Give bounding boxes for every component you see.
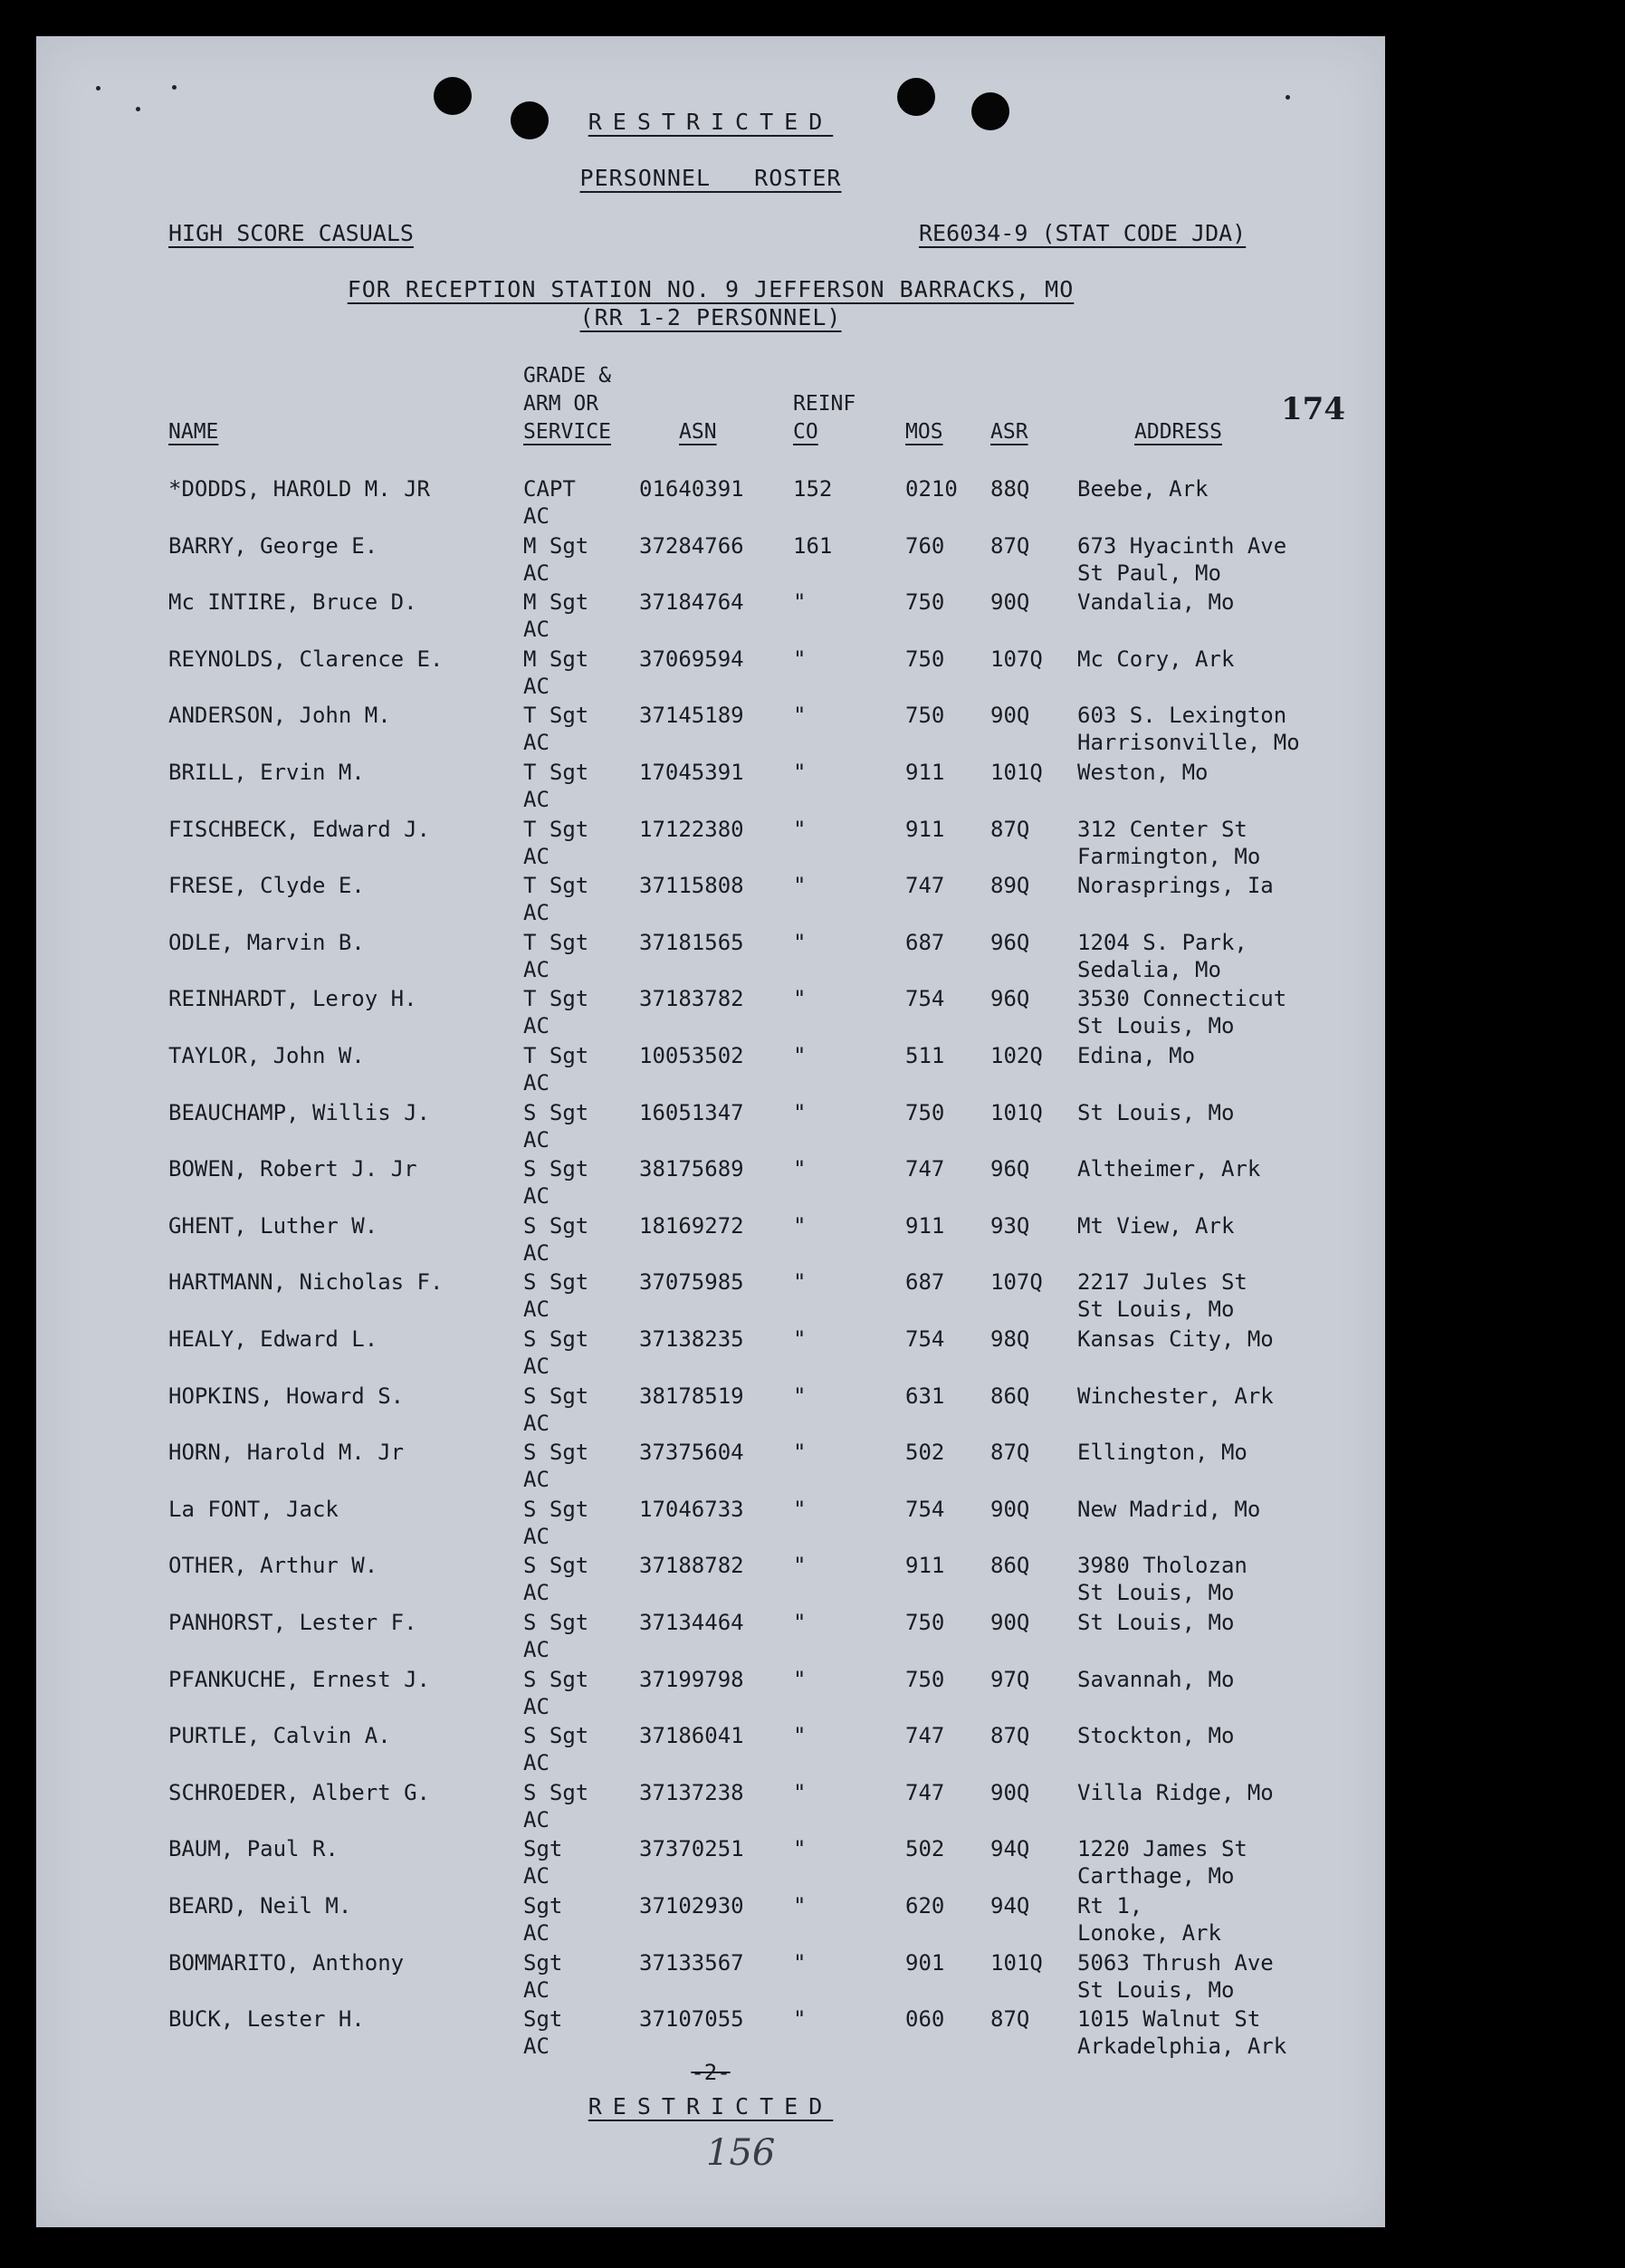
row-name: ANDERSON, John M. <box>168 703 391 729</box>
row-address-line1: Edina, Mo <box>1077 1043 1196 1068</box>
handwritten-number: 156 <box>706 2132 776 2174</box>
row-grade: T Sgt <box>523 986 589 1012</box>
row-grade: Sgt <box>523 1836 563 1862</box>
row-mos: 901 <box>905 1949 945 1976</box>
table-row <box>36 589 1385 646</box>
row-grade: Sgt <box>523 1893 563 1919</box>
table-row <box>36 1893 1385 1949</box>
row-mos: 754 <box>905 1496 945 1522</box>
row-mos: 747 <box>905 1779 945 1805</box>
row-reinf-co: " <box>793 1836 807 1862</box>
row-mos: 687 <box>905 1269 945 1296</box>
row-grade: S Sgt <box>523 1383 589 1409</box>
row-arm: AC <box>523 2034 550 2060</box>
row-address-line1: Rt 1, <box>1077 1893 1143 1919</box>
row-asr: 90Q <box>990 1779 1030 1805</box>
row-asr: 94Q <box>990 1836 1030 1862</box>
table-row <box>36 1213 1385 1269</box>
row-asr: 87Q <box>990 816 1030 842</box>
table-row <box>36 1269 1385 1325</box>
row-grade: S Sgt <box>523 1269 589 1296</box>
row-grade: CAPT <box>523 476 576 502</box>
row-arm: AC <box>523 1863 550 1890</box>
row-grade: T Sgt <box>523 816 589 842</box>
table-row <box>36 1836 1385 1892</box>
row-arm: AC <box>523 900 550 926</box>
row-mos: 750 <box>905 589 945 616</box>
row-asr: 87Q <box>990 1723 1030 1749</box>
row-grade: S Sgt <box>523 1610 589 1635</box>
row-arm: AC <box>523 1750 550 1776</box>
row-reinf-co: " <box>793 1099 807 1125</box>
row-name: BOWEN, Robert J. Jr <box>168 1156 417 1182</box>
table-row <box>36 1553 1385 1609</box>
row-address-line2: Arkadelphia, Ark <box>1077 2034 1287 2060</box>
row-address-line2: Harrisonville, Mo <box>1077 730 1300 756</box>
row-grade: S Sgt <box>523 1666 589 1692</box>
table-row <box>36 1723 1385 1779</box>
row-mos: 750 <box>905 1666 945 1692</box>
row-reinf-co: " <box>793 986 807 1012</box>
row-reinf-co: " <box>793 1440 807 1466</box>
row-reinf-co: " <box>793 1893 807 1919</box>
row-grade: T Sgt <box>523 760 589 785</box>
row-mos: 911 <box>905 816 945 842</box>
row-asr: 94Q <box>990 1893 1030 1919</box>
row-arm: AC <box>523 1976 550 2003</box>
row-asr: 96Q <box>990 986 1030 1012</box>
row-arm: AC <box>523 1070 550 1096</box>
row-asn: 37138235 <box>639 1326 744 1352</box>
row-name: BEAUCHAMP, Willis J. <box>168 1099 430 1125</box>
row-name: BEARD, Neil M. <box>168 1893 352 1919</box>
row-asr: 107Q <box>990 1269 1043 1296</box>
row-asn: 37069594 <box>639 646 744 672</box>
row-asr: 87Q <box>990 2006 1030 2033</box>
row-address-line1: 603 S. Lexington <box>1077 703 1287 729</box>
row-mos: 911 <box>905 1553 945 1579</box>
row-reinf-co: " <box>793 1212 807 1239</box>
row-arm: AC <box>523 956 550 982</box>
row-name: REYNOLDS, Clarence E. <box>168 646 444 672</box>
row-name: BUCK, Lester H. <box>168 2006 365 2033</box>
col-header-co-1: REINF <box>793 392 856 416</box>
roster-title: PERSONNEL ROSTER <box>579 165 842 191</box>
row-arm: AC <box>523 1126 550 1153</box>
row-name: HEALY, Edward L. <box>168 1326 378 1352</box>
row-name: HORN, Harold M. Jr <box>168 1440 405 1466</box>
row-address-line1: Stockton, Mo <box>1077 1723 1235 1749</box>
row-arm: AC <box>523 503 550 529</box>
table-row <box>36 1326 1385 1383</box>
row-asr: 98Q <box>990 1326 1030 1352</box>
row-asr: 101Q <box>990 1949 1043 1976</box>
row-asn: 37115808 <box>639 873 744 899</box>
row-address-line1: Kansas City, Mo <box>1077 1326 1274 1352</box>
table-row <box>36 646 1385 703</box>
table-row <box>36 760 1385 816</box>
row-arm: AC <box>523 1920 550 1946</box>
row-grade: S Sgt <box>523 1099 589 1125</box>
table-row <box>36 703 1385 759</box>
row-asn: 37102930 <box>639 1893 744 1919</box>
row-mos: 511 <box>905 1043 945 1068</box>
table-row <box>36 533 1385 589</box>
row-mos: 631 <box>905 1383 945 1409</box>
page-number: 174 <box>1281 391 1345 427</box>
row-grade: S Sgt <box>523 1326 589 1352</box>
row-grade: T Sgt <box>523 1043 589 1068</box>
row-grade: M Sgt <box>523 646 589 672</box>
row-grade: S Sgt <box>523 1156 589 1182</box>
col-header-asr: ASR <box>990 420 1028 444</box>
row-asr: 96Q <box>990 929 1030 955</box>
row-arm: AC <box>523 730 550 756</box>
col-header-grade-3: SERVICE <box>523 420 611 444</box>
table-row <box>36 930 1385 986</box>
row-name: *DODDS, HAROLD M. JR <box>168 476 430 502</box>
table-row <box>36 1667 1385 1723</box>
row-asr: 97Q <box>990 1666 1030 1692</box>
row-mos: 747 <box>905 1723 945 1749</box>
row-reinf-co: " <box>793 703 807 729</box>
row-address-line2: Sedalia, Mo <box>1077 956 1221 982</box>
row-name: BAUM, Paul R. <box>168 1836 339 1862</box>
table-row <box>36 986 1385 1042</box>
row-reinf-co: " <box>793 760 807 785</box>
row-address-line1: Beebe, Ark <box>1077 476 1209 502</box>
table-row <box>36 2006 1385 2062</box>
row-asr: 107Q <box>990 646 1043 672</box>
row-name: PFANKUCHE, Ernest J. <box>168 1666 430 1692</box>
table-row <box>36 1780 1385 1836</box>
table-row <box>36 873 1385 929</box>
row-address-line1: 3530 Connecticut <box>1077 986 1287 1012</box>
row-name: FRESE, Clyde E. <box>168 873 365 899</box>
row-asn: 16051347 <box>639 1099 744 1125</box>
row-asn: 37188782 <box>639 1553 744 1579</box>
row-mos: 754 <box>905 986 945 1012</box>
speck <box>1286 95 1290 100</box>
row-grade: T Sgt <box>523 873 589 899</box>
row-mos: 620 <box>905 1893 945 1919</box>
document-page <box>36 36 1385 2227</box>
row-arm: AC <box>523 1523 550 1549</box>
row-asn: 01640391 <box>639 476 744 502</box>
row-arm: AC <box>523 560 550 586</box>
row-name: FISCHBECK, Edward J. <box>168 816 430 842</box>
row-address-line1: Norasprings, Ia <box>1077 873 1274 899</box>
table-row <box>36 1156 1385 1212</box>
col-header-co-2: CO <box>793 420 818 444</box>
row-name: SCHROEDER, Albert G. <box>168 1779 430 1805</box>
row-mos: 747 <box>905 873 945 899</box>
row-arm: AC <box>523 673 550 699</box>
row-name: Mc INTIRE, Bruce D. <box>168 589 417 616</box>
row-arm: AC <box>523 1693 550 1719</box>
row-address-line1: 1204 S. Park, <box>1077 929 1247 955</box>
row-reinf-co: " <box>793 1043 807 1068</box>
row-asr: 102Q <box>990 1043 1043 1068</box>
row-mos: 060 <box>905 2006 945 2033</box>
station-subline: (RR 1-2 PERSONNEL) <box>579 304 842 330</box>
classification-bottom: RESTRICTED <box>588 2093 834 2120</box>
row-arm: AC <box>523 1013 550 1039</box>
table-row <box>36 1100 1385 1156</box>
row-asn: 37183782 <box>639 986 744 1012</box>
row-mos: 750 <box>905 1099 945 1125</box>
row-address-line2: Carthage, Mo <box>1077 1863 1235 1890</box>
row-asn: 37145189 <box>639 703 744 729</box>
col-header-name: NAME <box>168 420 219 444</box>
row-asr: 89Q <box>990 873 1030 899</box>
col-header-asn: ASN <box>679 420 717 444</box>
row-name: ODLE, Marvin B. <box>168 929 365 955</box>
col-header-grade <box>523 362 611 446</box>
row-reinf-co: " <box>793 1779 807 1805</box>
row-asr: 88Q <box>990 476 1030 502</box>
row-asn: 38175689 <box>639 1156 744 1182</box>
row-asr: 96Q <box>990 1156 1030 1182</box>
row-address-line1: 5063 Thrush Ave <box>1077 1949 1274 1976</box>
speck <box>172 85 177 90</box>
row-grade: S Sgt <box>523 1553 589 1579</box>
row-address-line1: 312 Center St <box>1077 816 1247 842</box>
table-row <box>36 1497 1385 1553</box>
row-asr: 90Q <box>990 703 1030 729</box>
row-arm: AC <box>523 1297 550 1323</box>
row-arm: AC <box>523 1354 550 1379</box>
row-address-line1: Mc Cory, Ark <box>1077 646 1235 672</box>
row-asr: 101Q <box>990 760 1043 785</box>
row-reinf-co: " <box>793 1553 807 1579</box>
row-reinf-co: " <box>793 1326 807 1352</box>
row-address-line1: Altheimer, Ark <box>1077 1156 1261 1182</box>
row-asn: 18169272 <box>639 1212 744 1239</box>
row-asn: 37137238 <box>639 1779 744 1805</box>
row-arm: AC <box>523 617 550 643</box>
page-footer-number <box>36 2060 1385 2085</box>
row-mos: 750 <box>905 1610 945 1635</box>
row-reinf-co: " <box>793 1723 807 1749</box>
row-address-line1: Ellington, Mo <box>1077 1440 1247 1466</box>
row-asr: 93Q <box>990 1212 1030 1239</box>
row-address-line1: 673 Hyacinth Ave <box>1077 532 1287 559</box>
row-address-line2: Farmington, Mo <box>1077 843 1261 869</box>
col-header-grade-1: GRADE & <box>523 364 611 388</box>
row-name: PURTLE, Calvin A. <box>168 1723 391 1749</box>
row-address-line1: Weston, Mo <box>1077 760 1209 785</box>
row-mos: 754 <box>905 1326 945 1352</box>
row-address-line2: St Louis, Mo <box>1077 1013 1235 1039</box>
row-name: HARTMANN, Nicholas F. <box>168 1269 444 1296</box>
row-name: OTHER, Arthur W. <box>168 1553 378 1579</box>
row-asn: 37370251 <box>639 1836 744 1862</box>
row-mos: 687 <box>905 929 945 955</box>
row-arm: AC <box>523 1806 550 1833</box>
row-asn: 37075985 <box>639 1269 744 1296</box>
row-address-line2: St Louis, Mo <box>1077 1580 1235 1606</box>
station-line: FOR RECEPTION STATION NO. 9 JEFFERSON BARRACKS, MO <box>347 276 1075 302</box>
row-mos: 750 <box>905 646 945 672</box>
row-mos: 502 <box>905 1440 945 1466</box>
col-header-address: ADDRESS <box>1134 420 1222 444</box>
row-reinf-co: " <box>793 1496 807 1522</box>
page-footer-number-text: -2- <box>691 2060 731 2085</box>
row-asn: 37186041 <box>639 1723 744 1749</box>
row-arm: AC <box>523 1467 550 1493</box>
classification-top: RESTRICTED <box>588 109 834 135</box>
row-asr: 86Q <box>990 1553 1030 1579</box>
row-arm: AC <box>523 1410 550 1436</box>
row-mos: 760 <box>905 532 945 559</box>
row-asn: 37181565 <box>639 929 744 955</box>
row-grade: S Sgt <box>523 1779 589 1805</box>
row-mos: 0210 <box>905 476 958 502</box>
row-address-line2: St Paul, Mo <box>1077 560 1221 586</box>
row-reinf-co: 161 <box>793 532 833 559</box>
row-asn: 37375604 <box>639 1440 744 1466</box>
row-asr: 90Q <box>990 1610 1030 1635</box>
row-asn: 37107055 <box>639 2006 744 2033</box>
row-mos: 502 <box>905 1836 945 1862</box>
row-address-line1: Mt View, Ark <box>1077 1212 1235 1239</box>
row-grade: S Sgt <box>523 1723 589 1749</box>
row-address-line1: 1220 James St <box>1077 1836 1247 1862</box>
row-reinf-co: " <box>793 1156 807 1182</box>
row-address-line2: Lonoke, Ark <box>1077 1920 1221 1946</box>
row-grade: T Sgt <box>523 703 589 729</box>
row-mos: 750 <box>905 703 945 729</box>
row-grade: Sgt <box>523 1949 563 1976</box>
row-grade: S Sgt <box>523 1496 589 1522</box>
row-asn: 37184764 <box>639 589 744 616</box>
roster-code: RE6034-9 (STAT CODE JDA) <box>919 220 1247 246</box>
row-reinf-co: " <box>793 646 807 672</box>
row-arm: AC <box>523 1580 550 1606</box>
row-reinf-co: " <box>793 929 807 955</box>
row-reinf-co: " <box>793 1949 807 1976</box>
row-reinf-co: " <box>793 873 807 899</box>
row-arm: AC <box>523 787 550 812</box>
row-name: TAYLOR, John W. <box>168 1043 365 1068</box>
row-grade: S Sgt <box>523 1212 589 1239</box>
row-address-line1: Savannah, Mo <box>1077 1666 1235 1692</box>
col-header-co <box>793 390 856 446</box>
row-mos: 911 <box>905 1212 945 1239</box>
col-header-grade-2: ARM OR <box>523 392 599 416</box>
row-mos: 747 <box>905 1156 945 1182</box>
row-arm: AC <box>523 843 550 869</box>
row-address-line1: 2217 Jules St <box>1077 1269 1247 1296</box>
row-name: BRILL, Ervin M. <box>168 760 365 785</box>
table-row <box>36 1440 1385 1496</box>
row-asr: 87Q <box>990 532 1030 559</box>
row-grade: S Sgt <box>523 1440 589 1466</box>
row-reinf-co: " <box>793 1666 807 1692</box>
row-address-line1: St Louis, Mo <box>1077 1610 1235 1635</box>
row-asn: 37199798 <box>639 1666 744 1692</box>
row-address-line2: St Louis, Mo <box>1077 1297 1235 1323</box>
row-arm: AC <box>523 1637 550 1662</box>
row-address-line1: New Madrid, Mo <box>1077 1496 1261 1522</box>
speck <box>96 86 100 91</box>
row-reinf-co: 152 <box>793 476 833 502</box>
row-name: REINHARDT, Leroy H. <box>168 986 417 1012</box>
row-reinf-co: " <box>793 589 807 616</box>
row-name: La FONT, Jack <box>168 1496 339 1522</box>
row-asn: 17046733 <box>639 1496 744 1522</box>
row-mos: 911 <box>905 760 945 785</box>
row-asr: 90Q <box>990 589 1030 616</box>
roster-group: HIGH SCORE CASUALS <box>168 220 414 246</box>
row-asr: 101Q <box>990 1099 1043 1125</box>
row-asn: 37133567 <box>639 1949 744 1976</box>
row-grade: T Sgt <box>523 929 589 955</box>
row-asn: 37284766 <box>639 532 744 559</box>
row-asn: 10053502 <box>639 1043 744 1068</box>
row-address-line1: Villa Ridge, Mo <box>1077 1779 1274 1805</box>
row-asn: 38178519 <box>639 1383 744 1409</box>
row-arm: AC <box>523 1239 550 1266</box>
row-address-line1: Vandalia, Mo <box>1077 589 1235 616</box>
table-row <box>36 1383 1385 1440</box>
row-asr: 87Q <box>990 1440 1030 1466</box>
row-name: HOPKINS, Howard S. <box>168 1383 405 1409</box>
row-arm: AC <box>523 1183 550 1210</box>
row-asn: 17045391 <box>639 760 744 785</box>
row-asn: 17122380 <box>639 816 744 842</box>
row-reinf-co: " <box>793 1610 807 1635</box>
table-row <box>36 1610 1385 1666</box>
row-address-line2: St Louis, Mo <box>1077 1976 1235 2003</box>
table-row <box>36 1950 1385 2006</box>
row-address-line1: St Louis, Mo <box>1077 1099 1235 1125</box>
row-address-line1: 1015 Walnut St <box>1077 2006 1261 2033</box>
row-reinf-co: " <box>793 816 807 842</box>
row-name: BOMMARITO, Anthony <box>168 1949 405 1976</box>
col-header-mos: MOS <box>905 420 943 444</box>
row-reinf-co: " <box>793 2006 807 2033</box>
row-reinf-co: " <box>793 1383 807 1409</box>
row-asr: 90Q <box>990 1496 1030 1522</box>
row-name: BARRY, George E. <box>168 532 378 559</box>
row-name: PANHORST, Lester F. <box>168 1610 417 1635</box>
row-address-line1: Winchester, Ark <box>1077 1383 1274 1409</box>
row-name: GHENT, Luther W. <box>168 1212 378 1239</box>
table-row <box>36 1043 1385 1099</box>
row-grade: Sgt <box>523 2006 563 2033</box>
table-row <box>36 476 1385 532</box>
row-address-line1: 3980 Tholozan <box>1077 1553 1247 1579</box>
row-asr: 86Q <box>990 1383 1030 1409</box>
row-asn: 37134464 <box>639 1610 744 1635</box>
row-reinf-co: " <box>793 1269 807 1296</box>
table-row <box>36 817 1385 873</box>
row-grade: M Sgt <box>523 589 589 616</box>
row-grade: M Sgt <box>523 532 589 559</box>
